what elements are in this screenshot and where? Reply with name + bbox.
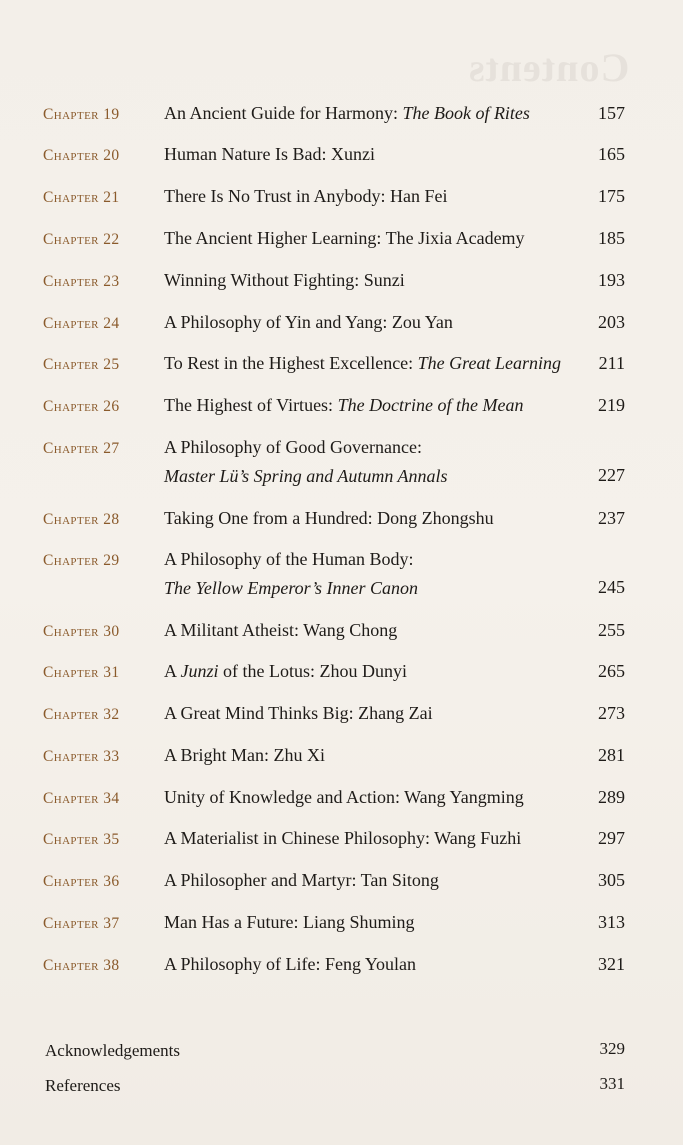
chapter-title — [164, 745, 325, 766]
chapter-number: Chapter 31 — [43, 664, 120, 681]
chapter-title — [164, 186, 448, 207]
chapter-number: Chapter 22 — [43, 231, 120, 248]
chapter-title — [164, 312, 453, 333]
chapter-page-number: 281 — [598, 745, 625, 765]
chapter-title — [164, 228, 525, 249]
toc-entry — [0, 828, 683, 861]
chapter-title-text: Human Nature Is Bad: Xunzi — [164, 144, 375, 164]
chapter-title-text: A Great Mind Thinks Big: Zhang Zai — [164, 703, 433, 723]
chapter-title — [164, 828, 521, 849]
chapter-title-text: To Rest in the Highest Excellence: — [164, 353, 418, 373]
chapter-title-text: The Ancient Higher Learning: The Jixia Academy — [164, 228, 525, 248]
acknowledgements-page: 329 — [599, 1039, 625, 1058]
acknowledgements-label: Acknowledgements — [45, 1041, 181, 1060]
toc-entry — [0, 508, 683, 541]
chapter-page-number: 203 — [598, 312, 625, 332]
chapter-number: Chapter 33 — [43, 748, 120, 765]
toc-entry — [0, 437, 683, 486]
chapter-number: Chapter 34 — [43, 790, 120, 807]
chapter-title-text: A Bright Man: Zhu Xi — [164, 745, 325, 765]
chapter-title-text: An Ancient Guide for Harmony: — [164, 103, 403, 123]
chapter-number: Chapter 37 — [43, 915, 120, 932]
chapter-page-number: 273 — [598, 703, 625, 723]
chapter-title-text: Taking One from a Hundred: Dong Zhongshu — [164, 508, 494, 528]
toc-entry — [0, 395, 683, 428]
chapter-title — [164, 661, 407, 682]
chapter-title-text: The Highest of Virtues: — [164, 395, 338, 415]
chapter-number: Chapter 24 — [43, 315, 120, 332]
toc-entry — [0, 144, 683, 177]
chapter-title — [164, 437, 422, 458]
chapter-page-number: 165 — [598, 144, 625, 164]
references-label: References — [45, 1076, 121, 1095]
toc-entry — [0, 186, 683, 219]
chapter-title-line2: The Yellow Emperor’s Inner Canon — [164, 578, 419, 598]
chapter-title — [164, 787, 524, 808]
chapter-number: Chapter 30 — [43, 623, 120, 640]
chapter-page-number: 289 — [598, 787, 625, 807]
toc-entry — [0, 103, 683, 136]
chapter-page-number: 227 — [598, 465, 625, 485]
chapter-page-number: 305 — [598, 870, 625, 890]
toc-entry — [0, 549, 683, 598]
chapter-number: Chapter 23 — [43, 273, 120, 290]
chapter-title-text: There Is No Trust in Anybody: Han Fei — [164, 186, 448, 206]
chapter-title-text: A Materialist in Chinese Philosophy: Wang Fuzhi — [164, 828, 522, 848]
chapter-title — [164, 144, 375, 165]
toc-entry — [0, 620, 683, 653]
chapter-page-number: 313 — [598, 912, 625, 932]
chapter-title-text: Winning Without Fighting: Sunzi — [164, 270, 405, 290]
toc-entry — [0, 353, 683, 386]
chapter-page-number: 219 — [598, 395, 625, 415]
chapter-title — [164, 620, 397, 641]
chapter-title-text: A Philosophy of Life: Feng Youlan — [164, 954, 417, 974]
toc-entry — [0, 270, 683, 303]
chapter-title-text: A Philosophy of Good Governance: — [164, 437, 422, 457]
chapter-title-text: Man Has a Future: Liang Shuming — [164, 912, 415, 932]
chapter-number: Chapter 28 — [43, 511, 120, 528]
chapter-number: Chapter 32 — [43, 706, 120, 723]
chapter-title — [164, 353, 561, 374]
chapter-title — [164, 912, 414, 933]
chapter-title — [164, 270, 405, 291]
chapter-title-italic: Junzi — [180, 661, 219, 681]
chapter-title — [164, 395, 524, 416]
chapter-page-number: 157 — [598, 103, 625, 123]
chapter-page-number: 211 — [598, 353, 625, 373]
chapter-page-number: 321 — [598, 954, 625, 974]
chapter-page-number: 255 — [598, 620, 625, 640]
toc-entry — [0, 745, 683, 778]
chapter-title — [164, 549, 414, 570]
toc-entry — [0, 703, 683, 736]
chapter-number: Chapter 36 — [43, 873, 120, 890]
chapter-title — [164, 508, 494, 529]
chapter-title-italic: The Book of Rites — [402, 103, 530, 123]
chapter-title — [164, 103, 530, 124]
chapter-page-number: 237 — [598, 508, 625, 528]
chapter-title-text: A Philosopher and Martyr: Tan Sitong — [164, 870, 439, 890]
chapter-number: Chapter 29 — [43, 552, 120, 569]
chapter-page-number: 175 — [598, 186, 625, 206]
chapter-number: Chapter 35 — [43, 831, 120, 848]
toc-entry — [0, 228, 683, 261]
chapter-number: Chapter 19 — [43, 106, 120, 123]
toc-entry — [0, 787, 683, 820]
chapter-number: Chapter 27 — [43, 440, 120, 457]
chapter-title — [164, 870, 439, 891]
chapter-title-text: A Philosophy of Yin and Yang: Zou Yan — [164, 312, 453, 332]
chapter-number: Chapter 38 — [43, 957, 120, 974]
chapter-page-number: 265 — [598, 661, 625, 681]
chapter-title — [164, 954, 416, 975]
chapter-title-text-after: of the Lotus: Zhou Dunyi — [218, 661, 407, 681]
chapter-number: Chapter 26 — [43, 398, 120, 415]
chapter-title-text: A Militant Atheist: Wang Chong — [164, 620, 398, 640]
chapter-title — [164, 703, 433, 724]
chapter-title-italic: The Doctrine of the Mean — [337, 395, 524, 415]
references-page: 331 — [599, 1074, 625, 1093]
toc-entry — [0, 912, 683, 945]
chapter-title-text: Unity of Knowledge and Action: Wang Yangming — [164, 787, 524, 807]
chapter-title-italic: The Great Learning — [417, 353, 562, 373]
chapter-page-number: 193 — [598, 270, 625, 290]
chapter-title-line2: Master Lü’s Spring and Autumn Annals — [164, 466, 448, 486]
show-through-heading: Contents — [467, 45, 629, 90]
chapter-number: Chapter 25 — [43, 356, 120, 373]
chapter-page-number: 245 — [598, 577, 625, 597]
chapter-title-text: A — [164, 661, 181, 681]
chapter-page-number: 185 — [598, 228, 625, 248]
chapter-title-text: A Philosophy of the Human Body: — [164, 549, 414, 569]
toc-entry — [0, 661, 683, 694]
chapter-page-number: 297 — [598, 828, 625, 848]
chapter-number: Chapter 20 — [43, 147, 120, 164]
toc-entry — [0, 312, 683, 345]
toc-entry — [0, 954, 683, 987]
toc-entry — [0, 870, 683, 903]
chapter-number: Chapter 21 — [43, 189, 120, 206]
